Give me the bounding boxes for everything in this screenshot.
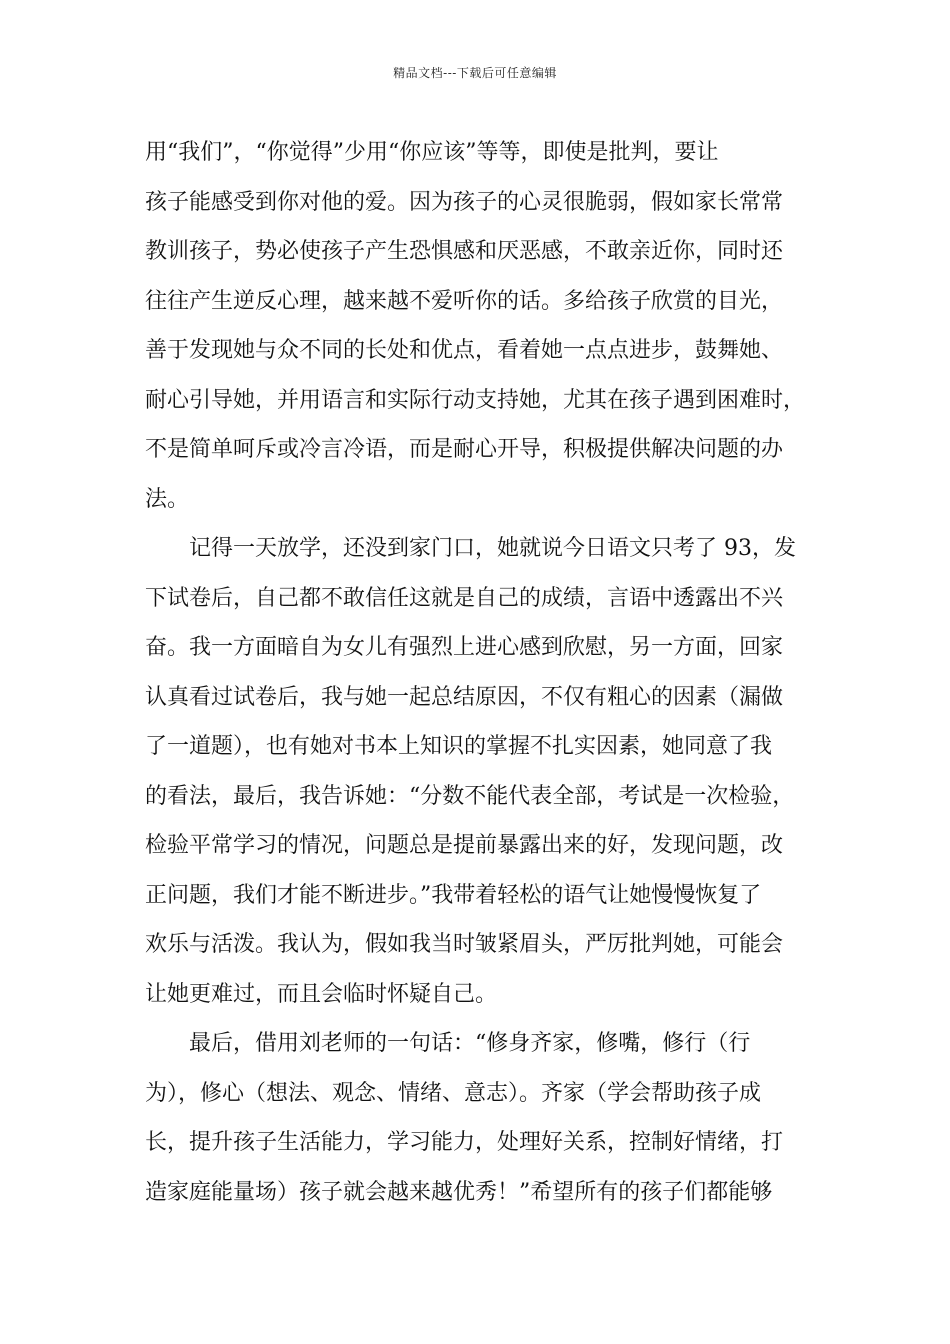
text-line: 欢乐与活泼。我认为，假如我当时皱紧眉头，严厉批判她，可能会 [145, 932, 784, 957]
text-line: 下试卷后，自己都不敢信任这就是自己的成绩，言语中透露出不兴 [145, 585, 784, 611]
text-line: 正问题，我们才能不断进步。”我带着轻松的语气让她慢慢恢复了 [145, 882, 762, 908]
text-line: 让她更难过，而且会临时怀疑自己。 [145, 981, 498, 1007]
text-line: 长，提升孩子生活能力，学习能力，处理好关系，控制好情绪，打 [145, 1130, 784, 1155]
paragraph-1 [145, 128, 825, 524]
text-line: 的看法，最后，我告诉她：“分数不能代表全部，考试是一次检验， [145, 783, 795, 809]
text-line: 法。 [145, 486, 190, 512]
text-line: 检验平常学习的情况，问题总是提前暴露出来的好，发现问题，改 [145, 833, 784, 858]
text-line: 往往产生逆反心理，越来越不爱听你的话。多给孩子欣赏的目光， [145, 288, 784, 314]
text-line: 造家庭能量场）孩子就会越来越优秀！”希望所有的孩子们都能够 [145, 1179, 773, 1205]
document-body [145, 128, 825, 1217]
text-line: 了一道题），也有她对书本上知识的掌握不扎实因素，她同意了我 [145, 734, 773, 759]
text-line: 用“我们”，“你觉得”少用“你应该”等等，即使是批判，要让 [145, 140, 719, 165]
page-header: 精品文档---下载后可任意编辑 [393, 66, 557, 80]
text-line: 善于发现她与众不同的长处和优点，看着她一点点进步，鼓舞她、 [145, 338, 784, 363]
text-line: 为），修心（想法、观念、情绪、意志）。齐家（学会帮助孩子成 [145, 1080, 762, 1106]
text-line: 记得一天放学，还没到家门口，她就说今日语文只考了 93，发 [145, 536, 796, 561]
text-line: 孩子能感受到你对他的爱。因为孩子的心灵很脆弱，假如家长常常 [145, 189, 784, 215]
text-line: 最后，借用刘老师的一句话：“修身齐家，修嘴，修行（行 [145, 1031, 751, 1056]
text-line: 认真看过试卷后，我与她一起总结原因，不仅有粗心的因素（漏做 [145, 684, 784, 710]
paragraph-2 [145, 524, 825, 1019]
paragraph-3 [145, 1019, 825, 1217]
text-line: 耐心引导她，并用语言和实际行动支持她，尤其在孩子遇到困难时， [145, 387, 806, 413]
text-line: 不是简单呵斥或冷言冷语，而是耐心开导，积极提供解决问题的办 [145, 437, 784, 462]
text-line: 教训孩子，势必使孩子产生恐惧感和厌恶感，不敢亲近你，同时还 [145, 239, 784, 264]
text-line: 奋。我一方面暗自为女儿有强烈上进心感到欣慰，另一方面，回家 [145, 635, 784, 660]
